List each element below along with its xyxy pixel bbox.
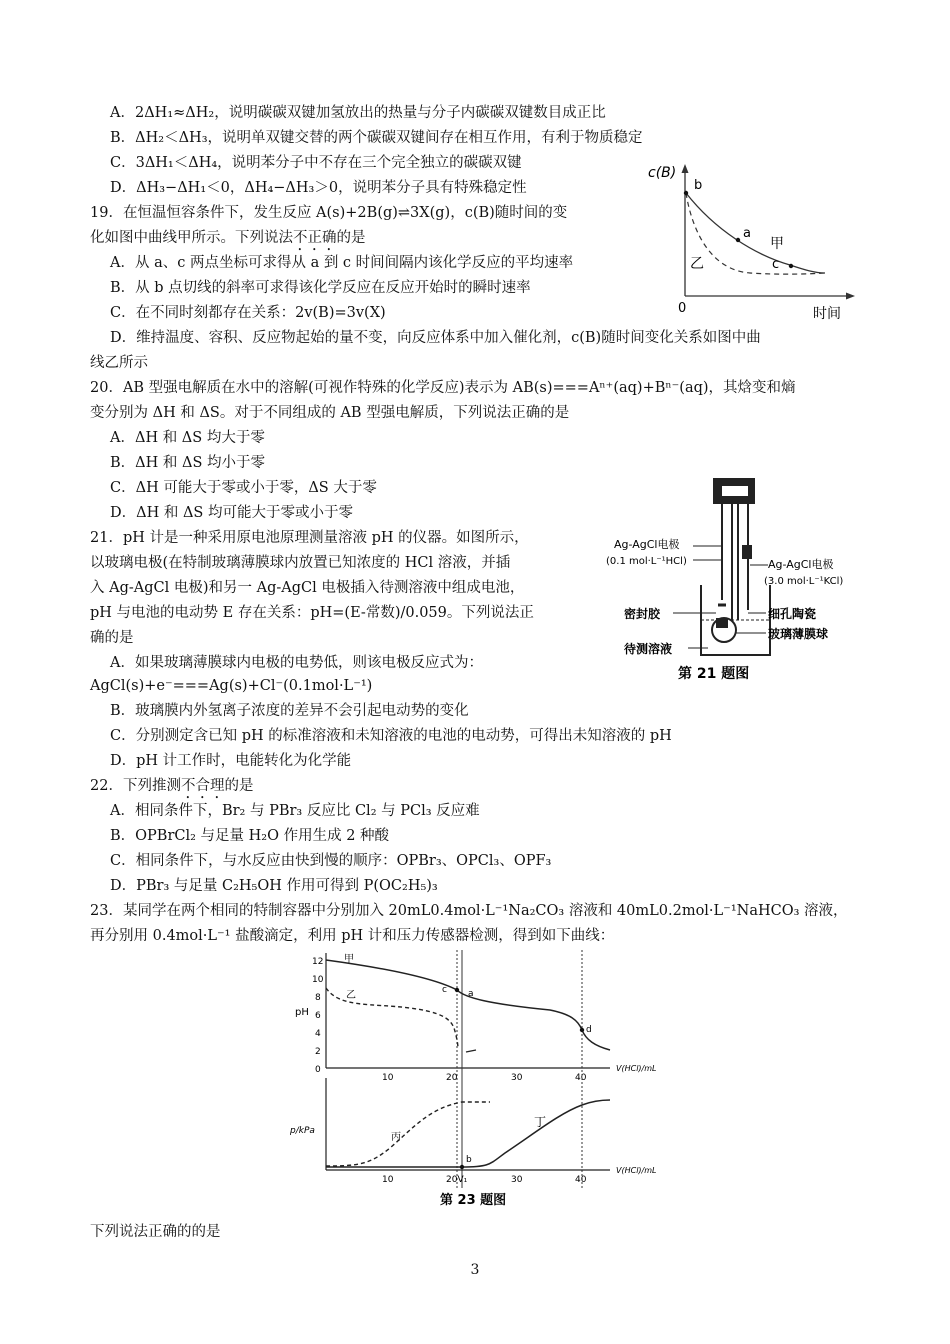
q23-p-label: p/kPa [290, 1126, 315, 1136]
svg-text:10: 10 [382, 1073, 394, 1083]
q22-stem: 22．下列推测不合理的是 [90, 778, 254, 794]
q21-label-left-electrode: Ag-AgCl电极 [614, 538, 680, 551]
q19-option-d-line2: 线乙所示 [90, 355, 148, 371]
q21-option-c: C．分别测定含已知 pH 的标准溶液和未知溶液的电池的电动势，可得出未知溶液的 pH [110, 728, 672, 744]
svg-text:4: 4 [315, 1029, 321, 1039]
q21-option-a-line1: A．如果玻璃薄膜球内电极的电势低，则该电极反应式为： [110, 655, 483, 671]
q23-point-b: b [466, 1155, 472, 1165]
q18-option-a: A．2ΔH₁≈ΔH₂，说明碳碳双键加氢放出的热量与分子内碳碳双键数目成正比 [110, 105, 606, 121]
q18-option-b: B．ΔH₂＜ΔH₃，说明单双键交替的两个碳碳双键间存在相互作用，有利于物质稳定 [110, 130, 643, 146]
svg-text:20V₁: 20V₁ [446, 1175, 468, 1185]
svg-text:6: 6 [315, 1011, 321, 1021]
q19-label-jia: 甲 [770, 236, 784, 252]
q21-label-ceramic: 细孔陶瓷 [768, 607, 817, 621]
q23-followup: 下列说法正确的的是 [90, 1224, 221, 1240]
q22-option-a: A．相同条件下，Br₂ 与 PBr₃ 反应比 Cl₂ 与 PCl₃ 反应难 [110, 803, 480, 819]
q22-option-b: B．OPBrCl₂ 与足量 H₂O 作用生成 2 种酸 [110, 828, 390, 844]
q21-label-seal: 密封胶 [624, 607, 661, 621]
svg-text:10: 10 [382, 1175, 394, 1185]
q19-point-c: c [772, 257, 780, 272]
q23-figure [290, 948, 700, 1213]
q23-xlabel-bottom: V(HCl)/mL [616, 1166, 657, 1175]
q19-figure [640, 160, 865, 325]
q21-option-a-line2: AgCl(s)+e⁻===Ag(s)+Cl⁻(0.1mol·L⁻¹) [90, 678, 373, 694]
q21-label-bulb: 玻璃薄膜球 [768, 627, 829, 641]
q19-curve-jia [686, 193, 825, 273]
q21-label-left-conc: (0.1 mol·L⁻¹HCl) [606, 556, 687, 567]
q19-option-c: C．在不同时刻都存在关系：2v(B)=3v(X) [110, 305, 386, 321]
q21-stem-line3: 入 Ag-AgCl 电极)和另一 Ag-AgCl 电极插入待测溶液中组成电池， [90, 580, 525, 596]
svg-text:0: 0 [315, 1065, 321, 1075]
q20-stem-line1: 20．AB 型强电解质在水中的溶解(可视作特殊的化学反应)表示为 AB(s)===Aⁿ⁺(aq)+Bⁿ⁻(aq)，其焓变和熵 [90, 380, 796, 396]
q23-ph-label: pH [295, 1007, 309, 1018]
svg-text:10: 10 [312, 975, 324, 985]
q21-stem-line5: 确的是 [90, 630, 134, 646]
q19-label-yi: 乙 [690, 256, 704, 272]
q22-option-d: D．PBr₃ 与足量 C₂H₅OH 作用可得到 P(OC₂H₅)₃ [110, 878, 438, 894]
q19-point-b: b [694, 178, 703, 193]
q21-label-right-electrode: Ag-AgCl电极 [768, 558, 834, 571]
q23-stem-line1: 23．某同学在两个相同的特制容器中分别加入 20mL0.4mol·L⁻¹Na₂CO₃ 溶液和 40mL0.2mol·L⁻¹NaHCO₃ 溶液， [90, 903, 848, 919]
q19-option-b: B．从 b 点切线的斜率可求得该化学反应在反应开始时的瞬时速率 [110, 280, 531, 296]
q19-option-a: A．从 a、c 两点坐标可求得从 a 到 c 时间间隔内该化学反应的平均速率 [110, 255, 574, 271]
svg-text:40: 40 [575, 1175, 587, 1185]
svg-text:12: 12 [312, 957, 324, 967]
q21-option-d: D．pH 计工作时，电能转化为化学能 [110, 753, 352, 769]
q21-label-solution: 待测溶液 [624, 642, 673, 656]
q18-option-d: D．ΔH₃−ΔH₁＜0，ΔH₄−ΔH₃＞0，说明苯分子具有特殊稳定性 [110, 180, 527, 196]
q21-stem-line4: pH 与电池的电动势 E 存在关系：pH=(E-常数)/0.059。下列说法正 [90, 605, 534, 621]
q23-point-c: c [442, 985, 447, 995]
q21-figure [598, 470, 873, 685]
svg-text:2: 2 [315, 1047, 321, 1057]
svg-text:8: 8 [315, 993, 321, 1003]
page-number: 3 [470, 1262, 480, 1278]
q19-fig-xlabel: 时间 [813, 306, 841, 322]
q20-option-d: D．ΔH 和 ΔS 均可能大于零或小于零 [110, 505, 353, 521]
q19-stem-line1: 19．在恒温恒容条件下，发生反应 A(s)+2B(g)⇌3X(g)，c(B)随时间的变 [90, 205, 568, 221]
q18-option-c: C．3ΔH₁＜ΔH₄，说明苯分子中不存在三个完全独立的碳碳双键 [110, 155, 522, 171]
q23-stem-line2: 再分别用 0.4mol·L⁻¹ 盐酸滴定，利用 pH 计和压力传感器检测，得到如下曲线： [90, 928, 615, 944]
q20-option-b: B．ΔH 和 ΔS 均小于零 [110, 455, 266, 471]
q19-stem-line2: 化如图中曲线甲所示。下列说法不正确的是 [90, 230, 366, 246]
q23-point-a: a [468, 989, 474, 999]
q23-figure-caption: 第 23 题图 [440, 1193, 507, 1208]
q22-emphasis: 不合理 [180, 778, 225, 794]
q21-label-right-conc: (3.0 mol·L⁻¹KCl) [764, 576, 844, 587]
svg-text:30: 30 [511, 1073, 523, 1083]
q23-point-d: d [586, 1025, 592, 1035]
q19-emphasis: 不正确 [293, 230, 337, 246]
svg-text:30: 30 [511, 1175, 523, 1185]
q23-curve-jia [326, 960, 610, 1050]
q20-stem-line2: 变分别为 ΔH 和 ΔS。对于不同组成的 AB 型强电解质，下列说法正确的是 [90, 405, 570, 421]
q19-fig-ylabel: c(B) [648, 165, 677, 181]
q23-label-yi: 乙 [346, 990, 356, 1001]
q21-stem-line2: 以玻璃电极(在特制玻璃薄膜球内放置已知浓度的 HCl 溶液，并插 [90, 555, 511, 571]
q20-option-a: A．ΔH 和 ΔS 均大于零 [110, 430, 265, 446]
q23-label-ding: 丁 [534, 1115, 547, 1129]
q19-fig-origin: 0 [678, 301, 687, 316]
q23-xlabel-top: V(HCl)/mL [616, 1064, 657, 1073]
q19-option-d-line1: D．维持温度、容积、反应物起始的量不变，向反应体系中加入催化剂，c(B)随时间变化关系如图中曲 [110, 330, 761, 346]
q22-option-c: C．相同条件下，与水反应由快到慢的顺序：OPBr₃、OPCl₃、OPF₃ [110, 853, 552, 869]
q19-curve-yi [686, 193, 825, 274]
svg-text:20: 20 [446, 1073, 458, 1083]
q19-point-a: a [743, 226, 751, 241]
q23-label-bing: 丙 [391, 1132, 401, 1143]
svg-text:40: 40 [575, 1073, 587, 1083]
q21-stem-line1: 21．pH 计是一种采用原电池原理测量溶液 pH 的仪器。如图所示， [90, 530, 529, 546]
q21-option-b: B．玻璃膜内外氢离子浓度的差异不会引起电动势的变化 [110, 703, 469, 719]
q21-figure-caption: 第 21 题图 [678, 666, 750, 682]
q23-label-jia: 甲 [344, 954, 354, 965]
q20-option-c: C．ΔH 可能大于零或小于零，ΔS 大于零 [110, 480, 377, 496]
